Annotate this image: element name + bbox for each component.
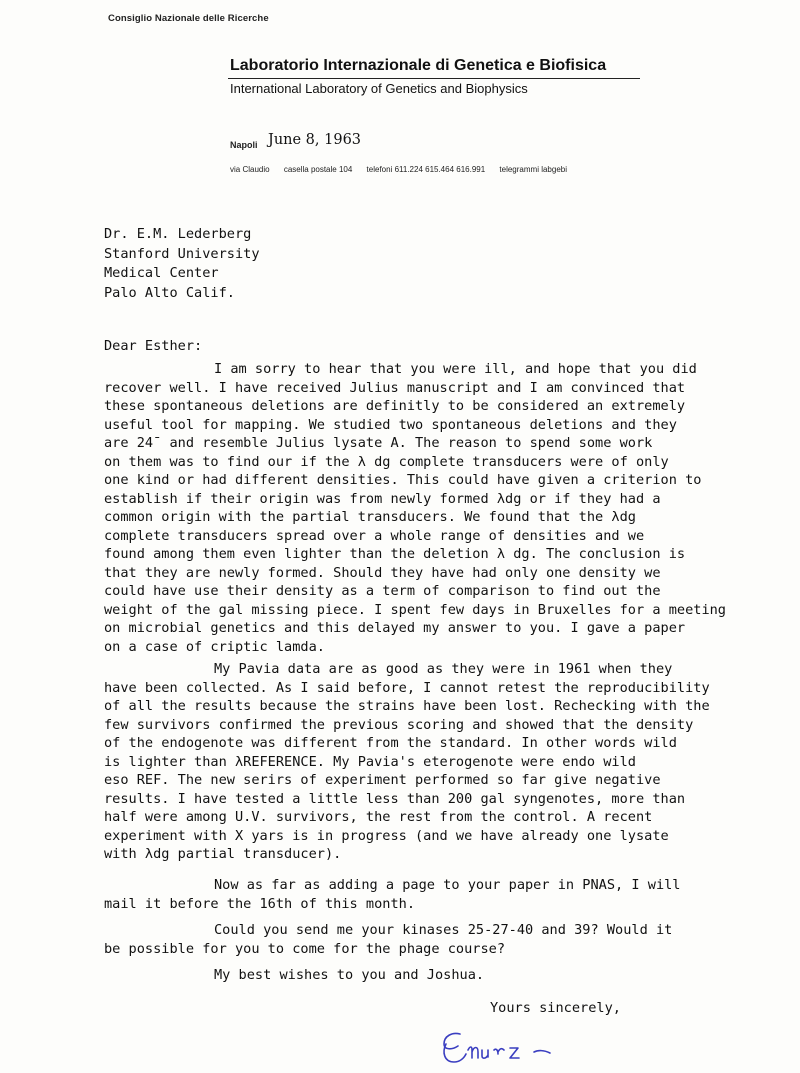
text-line: experiment with X yars is in progress (and we have already one lysate xyxy=(104,827,669,844)
text-line: few survivors confirmed the previous scoring and showed that the density xyxy=(104,716,694,733)
paragraph-3 xyxy=(104,876,681,913)
text-line: these spontaneous deletions are definitly to be considered an extremely xyxy=(104,398,686,414)
address-box: casella postale 104 xyxy=(283,165,353,174)
letterhead-rule xyxy=(228,78,640,79)
text-line: that they are newly formed. Should they have had only one density we xyxy=(104,564,661,581)
letterhead-address xyxy=(230,165,579,174)
text-line: My best wishes to you and Joshua. xyxy=(214,967,485,983)
text-line: recover well. I have received Julius manuscript and I am convinced that xyxy=(104,379,686,396)
address-telegram: telegrammi labgebi xyxy=(499,165,567,174)
recipient-line: Stanford University xyxy=(104,245,260,262)
text-line: are 24ˉ and resemble Julius lysate A. The reason to spend some work xyxy=(104,435,653,451)
text-line: could have use their density as a term of comparison to find out the xyxy=(104,583,661,599)
address-phones: telefoni 611.224 615.464 616.991 xyxy=(366,165,486,174)
text-line: on a case of criptic lamda. xyxy=(104,638,325,655)
paragraph-4 xyxy=(104,921,672,958)
text-line: found among them even lighter than the deletion λ dg. The conclusion is xyxy=(104,546,686,562)
text-line: have been collected. As I said before, I cannot retest the reproducibility xyxy=(104,679,710,696)
paragraph-5 xyxy=(104,966,484,985)
text-line: I am sorry to hear that you were ill, and hope that you did xyxy=(214,361,697,377)
place-label: Napoli xyxy=(230,140,258,150)
recipient-line: Dr. E.M. Lederberg xyxy=(104,226,252,242)
recipient-block xyxy=(104,225,260,303)
text-line: with λdg partial transducer). xyxy=(104,846,342,862)
text-line: on them was to find our if the λ dg complete transducers were of only xyxy=(104,453,669,470)
signature-handwritten xyxy=(438,1026,578,1070)
recipient-line: Medical Center xyxy=(104,265,219,281)
text-line: is lighter than λREFERENCE. My Pavia's eterogenote were endo wild xyxy=(104,753,636,770)
text-line: Now as far as adding a page to your paper in PNAS, I will xyxy=(214,877,681,893)
text-line: mail it before the 16th of this month. xyxy=(104,895,415,912)
council-name: Consiglio Nazionale delle Ricerche xyxy=(108,13,269,24)
greeting: Dear Esther: xyxy=(104,338,203,354)
text-line: My Pavia data are as good as they were in 1961 when they xyxy=(214,661,673,677)
text-line: on microbial genetics and this delayed my answer to you. I gave a paper xyxy=(104,620,686,636)
address-street: via Claudio xyxy=(230,165,270,174)
text-line: half were among U.V. survivors, the rest from the control. A recent xyxy=(104,809,653,825)
text-line: of the endogenote was different from the standard. In other words wild xyxy=(104,735,677,751)
text-line: of all the results because the strains have been lost. Rechecking with the xyxy=(104,698,710,714)
recipient-line: Palo Alto Calif. xyxy=(104,284,235,301)
letter-date: June 8, 1963 xyxy=(268,132,362,148)
text-line: one kind or had different densities. This could have given a criterion to xyxy=(104,472,702,488)
paragraph-1 xyxy=(104,360,726,656)
text-line: weight of the gal missing piece. I spent few days in Bruxelles for a meeting xyxy=(104,601,726,618)
text-line: Could you send me your kinases 25-27-40 and 39? Would it xyxy=(214,922,673,938)
lab-name-english: International Laboratory of Genetics and Biophysics xyxy=(230,81,528,96)
text-line: results. I have tested a little less than 200 gal syngenotes, more than xyxy=(104,790,686,807)
text-line: eso REF. The new serirs of experiment performed so far give negative xyxy=(104,772,661,788)
text-line: be possible for you to come for the phage course? xyxy=(104,940,506,957)
closing: Yours sincerely, xyxy=(490,1000,621,1016)
text-line: common origin with the partial transducers. We found that the λdg xyxy=(104,509,636,525)
text-line: establish if their origin was from newly formed λdg or if they had a xyxy=(104,490,661,507)
text-line: complete transducers spread over a whole range of densities and we xyxy=(104,527,645,544)
paragraph-2 xyxy=(104,660,710,864)
lab-name-italian: Laboratorio Internazionale di Genetica e Biofisica xyxy=(230,57,607,74)
text-line: useful tool for mapping. We studied two spontaneous deletions and they xyxy=(104,416,677,433)
